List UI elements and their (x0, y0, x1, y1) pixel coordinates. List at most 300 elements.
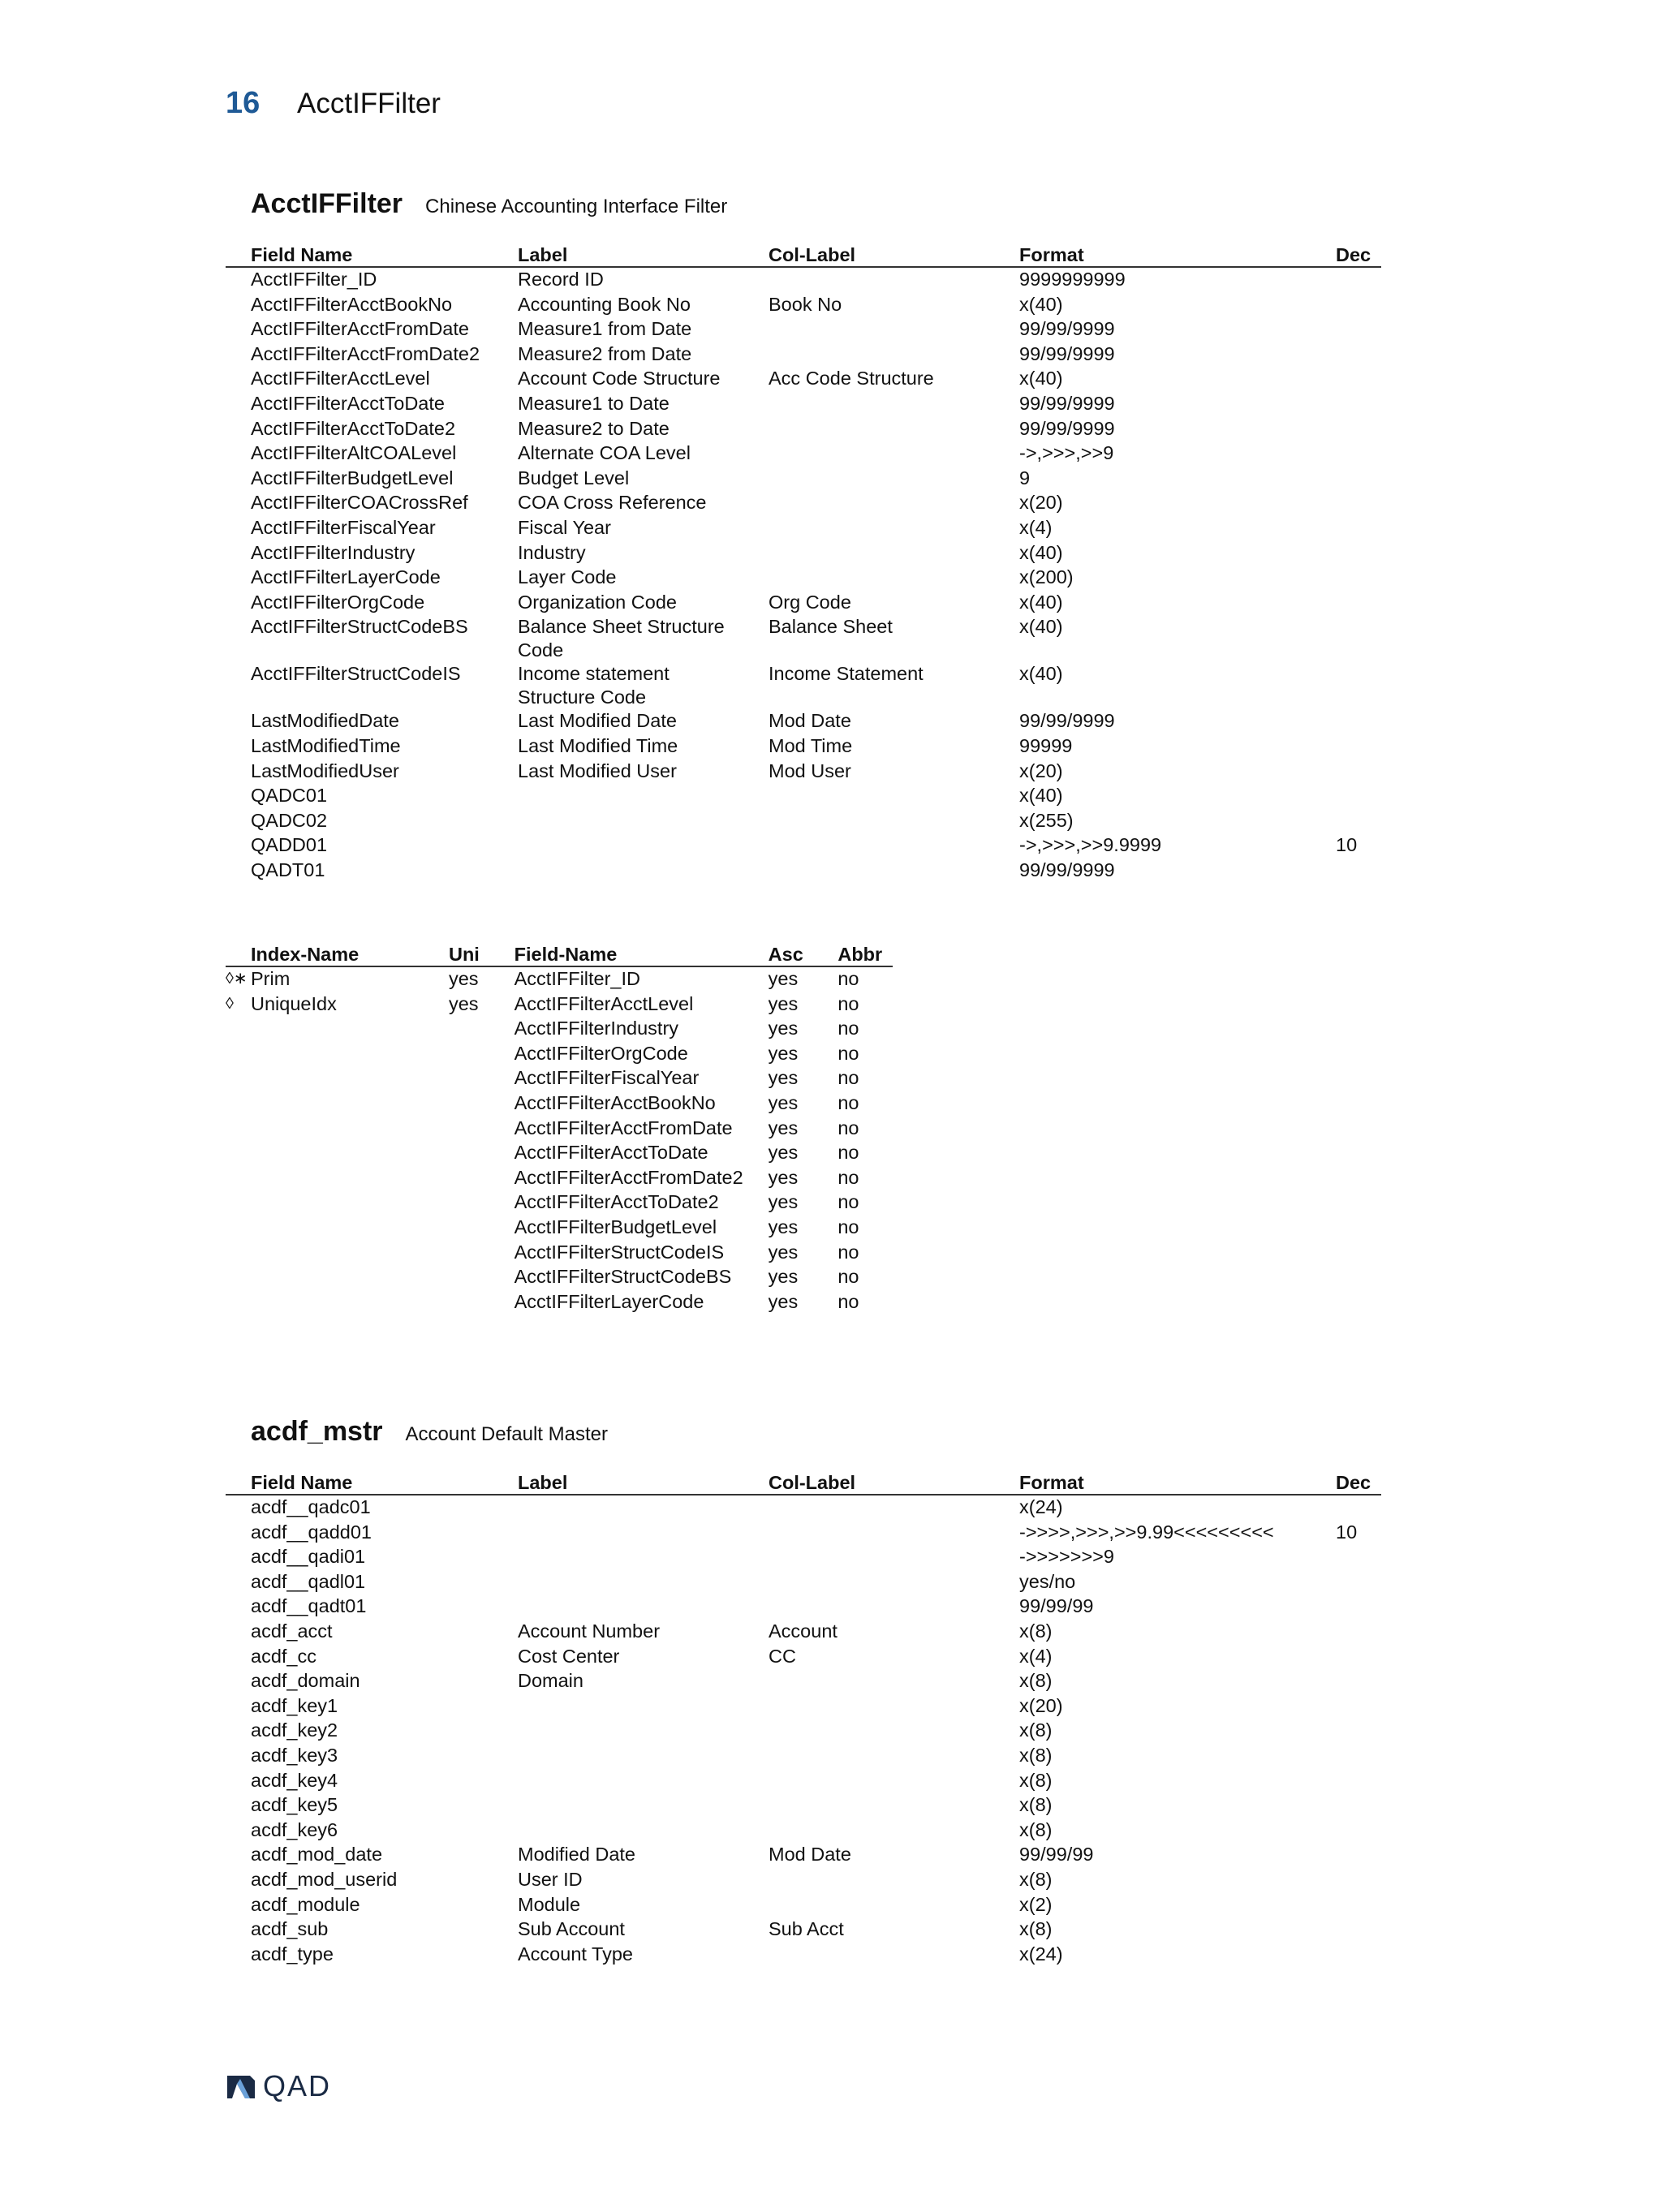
format-cell: x(4) (1019, 1645, 1053, 1667)
col-label-cell (743, 417, 994, 442)
asc-cell: yes (768, 1117, 799, 1138)
col-label-cell: Balance Sheet (769, 616, 893, 638)
table-row (226, 1521, 1381, 1546)
abbr-cell: no (837, 1042, 859, 1064)
format-cell: x(8) (1019, 1769, 1053, 1791)
col-label-cell (743, 809, 994, 834)
field-name-cell: acdf_cc (251, 1645, 316, 1667)
format-cell: 99/99/99 (1019, 1844, 1094, 1866)
field-table-acdf-mstr (226, 1468, 1381, 1967)
label-cell (493, 1744, 743, 1769)
dec-cell (1311, 1545, 1381, 1570)
col-label-cell: Mod Time (769, 734, 853, 756)
label-cell: Budget Level (518, 467, 630, 488)
field-name-cell: AcctIFFilterLayerCode (251, 566, 441, 588)
label-cell: Domain (518, 1670, 583, 1692)
col-label-cell (743, 784, 994, 809)
asc-cell: yes (768, 1216, 799, 1237)
col-label-cell (743, 541, 994, 566)
field-table-header (226, 240, 1381, 267)
col-label-cell (743, 566, 994, 591)
field-name-cell: acdf__qadd01 (251, 1521, 372, 1543)
format-cell: x(8) (1019, 1794, 1053, 1816)
col-label-cell (743, 516, 994, 541)
table-row (226, 1495, 1381, 1521)
table-row (226, 1669, 1381, 1694)
qad-logo-icon (226, 2072, 256, 2100)
uni-cell (424, 1042, 489, 1067)
format-cell: 99999 (1019, 734, 1073, 756)
label-cell: Cost Center (518, 1645, 620, 1667)
table-row (226, 467, 1381, 492)
label-cell: Layer Code (518, 566, 617, 588)
table-row (226, 1017, 893, 1042)
field-name-cell: AcctIFFilterAcctFromDate (251, 318, 469, 340)
field-name-cell: acdf__qadl01 (251, 1570, 366, 1592)
col-label-cell: Acc Code Structure (769, 368, 934, 389)
col-label-cell (743, 1769, 994, 1794)
col-label-cell (743, 1669, 994, 1694)
col-label-cell (743, 441, 994, 467)
field-name-cell: AcctIFFilterStructCodeIS (251, 663, 461, 685)
format-cell: x(8) (1019, 1868, 1053, 1890)
field-name-cell: LastModifiedUser (251, 760, 399, 781)
table-row (226, 992, 893, 1018)
col-label-cell (743, 1495, 994, 1521)
table-row (226, 293, 1381, 318)
uni-cell (424, 1241, 489, 1266)
abbr-cell: no (837, 992, 859, 1014)
dec-cell (1311, 760, 1381, 785)
asc-cell: yes (768, 1191, 799, 1213)
uni-cell (424, 1091, 489, 1117)
format-cell: x(40) (1019, 293, 1063, 315)
uni-cell (424, 1216, 489, 1241)
label-cell (493, 1769, 743, 1794)
section-heading-acctiffilter (251, 188, 727, 220)
format-cell: x(8) (1019, 1719, 1053, 1741)
col-header-format: Format (994, 240, 1311, 267)
dec-cell (1311, 392, 1381, 417)
field-name-cell: AcctIFFilterAcctLevel (514, 992, 694, 1014)
format-cell: yes/no (1019, 1570, 1076, 1592)
table-row (226, 1241, 893, 1266)
format-cell: 99/99/9999 (1019, 342, 1115, 364)
col-header-dec: Dec (1311, 240, 1381, 267)
dec-cell (1311, 467, 1381, 492)
format-cell: 99/99/9999 (1019, 710, 1115, 732)
table-row (226, 1594, 1381, 1620)
format-cell: x(40) (1019, 663, 1063, 685)
label-cell: Balance Sheet Structure Code (518, 616, 725, 661)
field-name-cell: acdf_mod_date (251, 1844, 383, 1866)
field-name-cell: AcctIFFilterAcctToDate2 (251, 417, 456, 439)
abbr-cell: no (837, 1191, 859, 1213)
page-header (226, 86, 441, 135)
table-row (226, 491, 1381, 516)
dec-cell (1311, 566, 1381, 591)
label-cell (493, 1594, 743, 1620)
table-row (226, 1868, 1381, 1893)
index-name-cell (226, 1190, 424, 1216)
dec-cell (1311, 342, 1381, 368)
uni-cell (424, 1190, 489, 1216)
uni-cell: yes (448, 992, 479, 1014)
format-cell: 99/99/9999 (1019, 318, 1115, 340)
dec-cell (1311, 1818, 1381, 1844)
index-name-cell (226, 1166, 424, 1191)
col-label-cell (743, 1744, 994, 1769)
label-cell: Last Modified User (518, 760, 677, 781)
label-cell (493, 1719, 743, 1744)
table-row (226, 1141, 893, 1166)
table-row (226, 1190, 893, 1216)
table-row (226, 1744, 1381, 1769)
field-name-cell: AcctIFFilterOrgCode (251, 591, 425, 613)
format-cell: x(8) (1019, 1818, 1053, 1840)
field-name-cell: AcctIFFilterIndustry (251, 541, 416, 563)
format-cell: x(8) (1019, 1744, 1053, 1766)
field-name-cell: AcctIFFilterLayerCode (514, 1290, 704, 1312)
table-row (226, 833, 1381, 859)
dec-cell (1311, 1917, 1381, 1943)
col-label-cell (743, 1594, 994, 1620)
dec-cell (1311, 809, 1381, 834)
table-row (226, 1893, 1381, 1918)
table-row (226, 1769, 1381, 1794)
format-cell: 99/99/9999 (1019, 392, 1115, 414)
col-label-cell (743, 1694, 994, 1719)
field-name-cell: acdf__qadi01 (251, 1546, 366, 1568)
label-cell: Alternate COA Level (518, 442, 691, 464)
abbr-cell: no (837, 1067, 859, 1089)
label-cell: Income statement Structure Code (518, 663, 670, 708)
field-name-cell: LastModifiedTime (251, 734, 401, 756)
format-cell: x(40) (1019, 616, 1063, 638)
field-name-cell: AcctIFFilterOrgCode (514, 1042, 688, 1064)
asc-cell: yes (768, 1266, 799, 1288)
label-cell (493, 1694, 743, 1719)
field-name-cell: acdf_module (251, 1893, 360, 1915)
field-name-cell: AcctIFFilterStructCodeIS (514, 1241, 725, 1263)
label-cell: Measure1 from Date (518, 318, 692, 340)
col-label-cell (743, 833, 994, 859)
index-name-cell (226, 1241, 424, 1266)
uni-cell (424, 1265, 489, 1290)
dec-cell (1311, 1669, 1381, 1694)
label-cell: Modified Date (518, 1844, 635, 1866)
table-row (226, 760, 1381, 785)
field-name-cell: AcctIFFilterCOACrossRef (251, 492, 468, 514)
logo-text: QAD (263, 2069, 332, 2102)
table-row (226, 615, 1381, 662)
format-cell: x(2) (1019, 1893, 1053, 1915)
dec-cell (1311, 317, 1381, 342)
dec-cell (1311, 541, 1381, 566)
index-name-cell (226, 1117, 424, 1142)
col-label-cell (743, 267, 994, 293)
field-name-cell: AcctIFFilterFiscalYear (514, 1067, 700, 1089)
abbr-cell: no (837, 1241, 859, 1263)
table-row (226, 1843, 1381, 1868)
col-label-cell (743, 1868, 994, 1893)
table-row (226, 441, 1381, 467)
label-cell (493, 1570, 743, 1595)
table-row (226, 367, 1381, 392)
col-label-cell (743, 1818, 994, 1844)
table-row (226, 809, 1381, 834)
field-name-cell: AcctIFFilterAcctToDate (514, 1142, 708, 1164)
format-cell: x(20) (1019, 760, 1063, 781)
abbr-cell: no (837, 1290, 859, 1312)
dec-cell: 10 (1336, 1521, 1358, 1543)
asc-cell: yes (768, 992, 799, 1014)
field-name-cell: acdf_key1 (251, 1694, 338, 1716)
label-cell: User ID (518, 1868, 583, 1890)
format-cell: x(40) (1019, 785, 1063, 807)
dec-cell (1311, 709, 1381, 734)
abbr-cell: no (837, 1216, 859, 1237)
table-row (226, 541, 1381, 566)
field-name-cell: AcctIFFilterStructCodeBS (251, 616, 468, 638)
label-cell (493, 809, 743, 834)
field-name-cell: AcctIFFilterFiscalYear (251, 516, 436, 538)
dec-cell (1311, 1793, 1381, 1818)
col-label-cell (743, 467, 994, 492)
label-cell: Fiscal Year (518, 516, 611, 538)
table-row (226, 317, 1381, 342)
dec-cell (1311, 267, 1381, 293)
format-cell: x(24) (1019, 1496, 1063, 1517)
dec-cell (1311, 1645, 1381, 1670)
label-cell: Record ID (518, 269, 604, 290)
field-name-cell: acdf_sub (251, 1918, 329, 1940)
table-row (226, 1166, 893, 1191)
index-name-cell (226, 992, 424, 1018)
table-row (226, 1917, 1381, 1943)
format-cell: x(40) (1019, 541, 1063, 563)
col-label-cell (743, 1893, 994, 1918)
asc-cell: yes (768, 968, 799, 989)
field-name-cell: LastModifiedDate (251, 710, 399, 732)
index-name: UniqueIdx (251, 992, 337, 1014)
page-title: AcctIFFilter (297, 88, 441, 119)
field-name-cell: AcctIFFilterAcctToDate2 (514, 1191, 719, 1213)
table-row (226, 1620, 1381, 1645)
field-name-cell: acdf_key5 (251, 1794, 338, 1816)
index-name-cell (226, 1141, 424, 1166)
dec-cell (1311, 734, 1381, 760)
uni-cell: yes (448, 968, 479, 989)
col-label-cell: Account (769, 1620, 837, 1642)
dec-cell (1311, 859, 1381, 884)
col-header-index-name: Index-Name (226, 940, 424, 966)
dec-cell (1311, 591, 1381, 616)
col-header-asc: Asc (743, 940, 813, 966)
index-name-cell (226, 1042, 424, 1067)
table-row (226, 966, 893, 992)
col-header-field-name: Field Name (226, 240, 493, 267)
label-cell: COA Cross Reference (518, 492, 707, 514)
label-cell: Measure2 from Date (518, 342, 692, 364)
label-cell: Accounting Book No (518, 293, 691, 315)
label-cell: Measure1 to Date (518, 392, 670, 414)
label-cell (493, 1521, 743, 1546)
table-row (226, 859, 1381, 884)
col-label-cell (743, 392, 994, 417)
col-header-dec: Dec (1311, 1468, 1381, 1495)
format-cell: 99/99/99 (1019, 1595, 1094, 1617)
dec-cell (1311, 491, 1381, 516)
index-table (226, 940, 893, 1315)
format-cell: x(8) (1019, 1918, 1053, 1940)
col-header-col-label: Col-Label (743, 240, 994, 267)
table-row (226, 591, 1381, 616)
col-label-cell (743, 1793, 994, 1818)
table-row (226, 1042, 893, 1067)
field-name-cell: AcctIFFilterAcctFromDate2 (514, 1166, 743, 1188)
uni-cell (424, 1066, 489, 1091)
index-table-header (226, 940, 893, 966)
col-label-cell: CC (769, 1645, 796, 1667)
uni-cell (424, 1017, 489, 1042)
format-cell: 9999999999 (1019, 269, 1126, 290)
field-name-cell: acdf_key3 (251, 1744, 338, 1766)
field-name-cell: acdf_key2 (251, 1719, 338, 1741)
index-name-cell (226, 1017, 424, 1042)
table-row (226, 1545, 1381, 1570)
field-name-cell: AcctIFFilterAcctBookNo (514, 1091, 716, 1113)
asc-cell: yes (768, 1241, 799, 1263)
col-header-uni: Uni (424, 940, 489, 966)
col-label-cell: Book No (769, 293, 842, 315)
table-row (226, 784, 1381, 809)
section-heading-acdf-mstr (251, 1416, 608, 1448)
dec-cell (1311, 1843, 1381, 1868)
table-row (226, 1570, 1381, 1595)
table-row (226, 709, 1381, 734)
col-label-cell: Org Code (769, 591, 851, 613)
table-row (226, 267, 1381, 293)
label-cell: Account Code Structure (518, 368, 721, 389)
field-name-cell: QADD01 (251, 834, 328, 856)
table-description: Chinese Accounting Interface Filter (425, 196, 728, 217)
label-cell (493, 1545, 743, 1570)
col-label-cell: Sub Acct (769, 1918, 844, 1940)
dec-cell (1311, 441, 1381, 467)
label-cell: Last Modified Date (518, 710, 677, 732)
dec-cell (1311, 367, 1381, 392)
col-header-abbr: Abbr (812, 940, 893, 966)
field-name-cell: QADT01 (251, 859, 325, 880)
field-name-cell: AcctIFFilterIndustry (514, 1018, 679, 1039)
table-row (226, 516, 1381, 541)
field-name-cell: AcctIFFilter_ID (251, 269, 377, 290)
col-header-field-name: Field Name (226, 1468, 493, 1495)
col-header-col-label: Col-Label (743, 1468, 994, 1495)
field-name-cell: QADC02 (251, 809, 328, 831)
index-name-cell (226, 1091, 424, 1117)
col-label-cell: Mod Date (769, 1844, 851, 1866)
label-cell (493, 1793, 743, 1818)
field-name-cell: AcctIFFilterBudgetLevel (251, 467, 454, 488)
label-cell: Module (518, 1893, 581, 1915)
field-name-cell: AcctIFFilter_ID (514, 968, 641, 989)
col-label-cell (743, 491, 994, 516)
dec-cell (1311, 516, 1381, 541)
index-name-cell (226, 1265, 424, 1290)
field-name-cell: AcctIFFilterAcctToDate (251, 392, 445, 414)
dec-cell: 10 (1336, 834, 1358, 856)
label-cell (493, 1495, 743, 1521)
table-name: acdf_mstr (251, 1416, 383, 1447)
col-label-cell: Income Statement (769, 663, 924, 685)
label-cell: Industry (518, 541, 586, 563)
field-name-cell: AcctIFFilterAcctFromDate2 (251, 342, 480, 364)
table-row (226, 1117, 893, 1142)
label-cell: Account Type (518, 1943, 633, 1965)
label-cell: Organization Code (518, 591, 677, 613)
dec-cell (1311, 1943, 1381, 1968)
format-cell: x(40) (1019, 591, 1063, 613)
field-name-cell: AcctIFFilterAcctFromDate (514, 1117, 733, 1138)
dec-cell (1311, 293, 1381, 318)
col-label-cell (743, 859, 994, 884)
abbr-cell: no (837, 1266, 859, 1288)
asc-cell: yes (768, 1091, 799, 1113)
format-cell: ->>>>,>>>,>>9.99<<<<<<<<< (1019, 1521, 1274, 1543)
table-row (226, 1943, 1381, 1968)
field-name-cell: AcctIFFilterAltCOALevel (251, 442, 457, 464)
col-label-cell (743, 1570, 994, 1595)
col-label-cell (743, 317, 994, 342)
field-name-cell: acdf_type (251, 1943, 334, 1965)
asc-cell: yes (768, 1042, 799, 1064)
asc-cell: yes (768, 1142, 799, 1164)
col-label-cell: Mod Date (769, 710, 851, 732)
table-row (226, 1290, 893, 1315)
table-name: AcctIFFilter (251, 188, 403, 219)
col-header-label: Label (493, 1468, 743, 1495)
dec-cell (1311, 784, 1381, 809)
table-row (226, 417, 1381, 442)
col-label-cell: Mod User (769, 760, 851, 781)
dec-cell (1311, 1570, 1381, 1595)
table-row (226, 1818, 1381, 1844)
abbr-cell: no (837, 1166, 859, 1188)
col-label-cell (743, 1521, 994, 1546)
field-name-cell: acdf_domain (251, 1670, 360, 1692)
table-description: Account Default Master (405, 1423, 608, 1445)
label-cell: Last Modified Time (518, 734, 678, 756)
col-label-cell (743, 342, 994, 368)
format-cell: x(8) (1019, 1670, 1053, 1692)
label-cell (493, 1818, 743, 1844)
format-cell: ->,>>>,>>9 (1019, 442, 1114, 464)
field-table-acctiffilter (226, 240, 1381, 883)
table-row (226, 1091, 893, 1117)
label-cell (493, 859, 743, 884)
field-name-cell: acdf_key6 (251, 1818, 338, 1840)
field-name-cell: acdf__qadc01 (251, 1496, 371, 1517)
table-row (226, 1645, 1381, 1670)
format-cell: 9 (1019, 467, 1031, 488)
field-name-cell: acdf_mod_userid (251, 1868, 398, 1890)
abbr-cell: no (837, 1018, 859, 1039)
index-name-cell (226, 966, 424, 992)
field-table-header (226, 1468, 1381, 1495)
asc-cell: yes (768, 1018, 799, 1039)
